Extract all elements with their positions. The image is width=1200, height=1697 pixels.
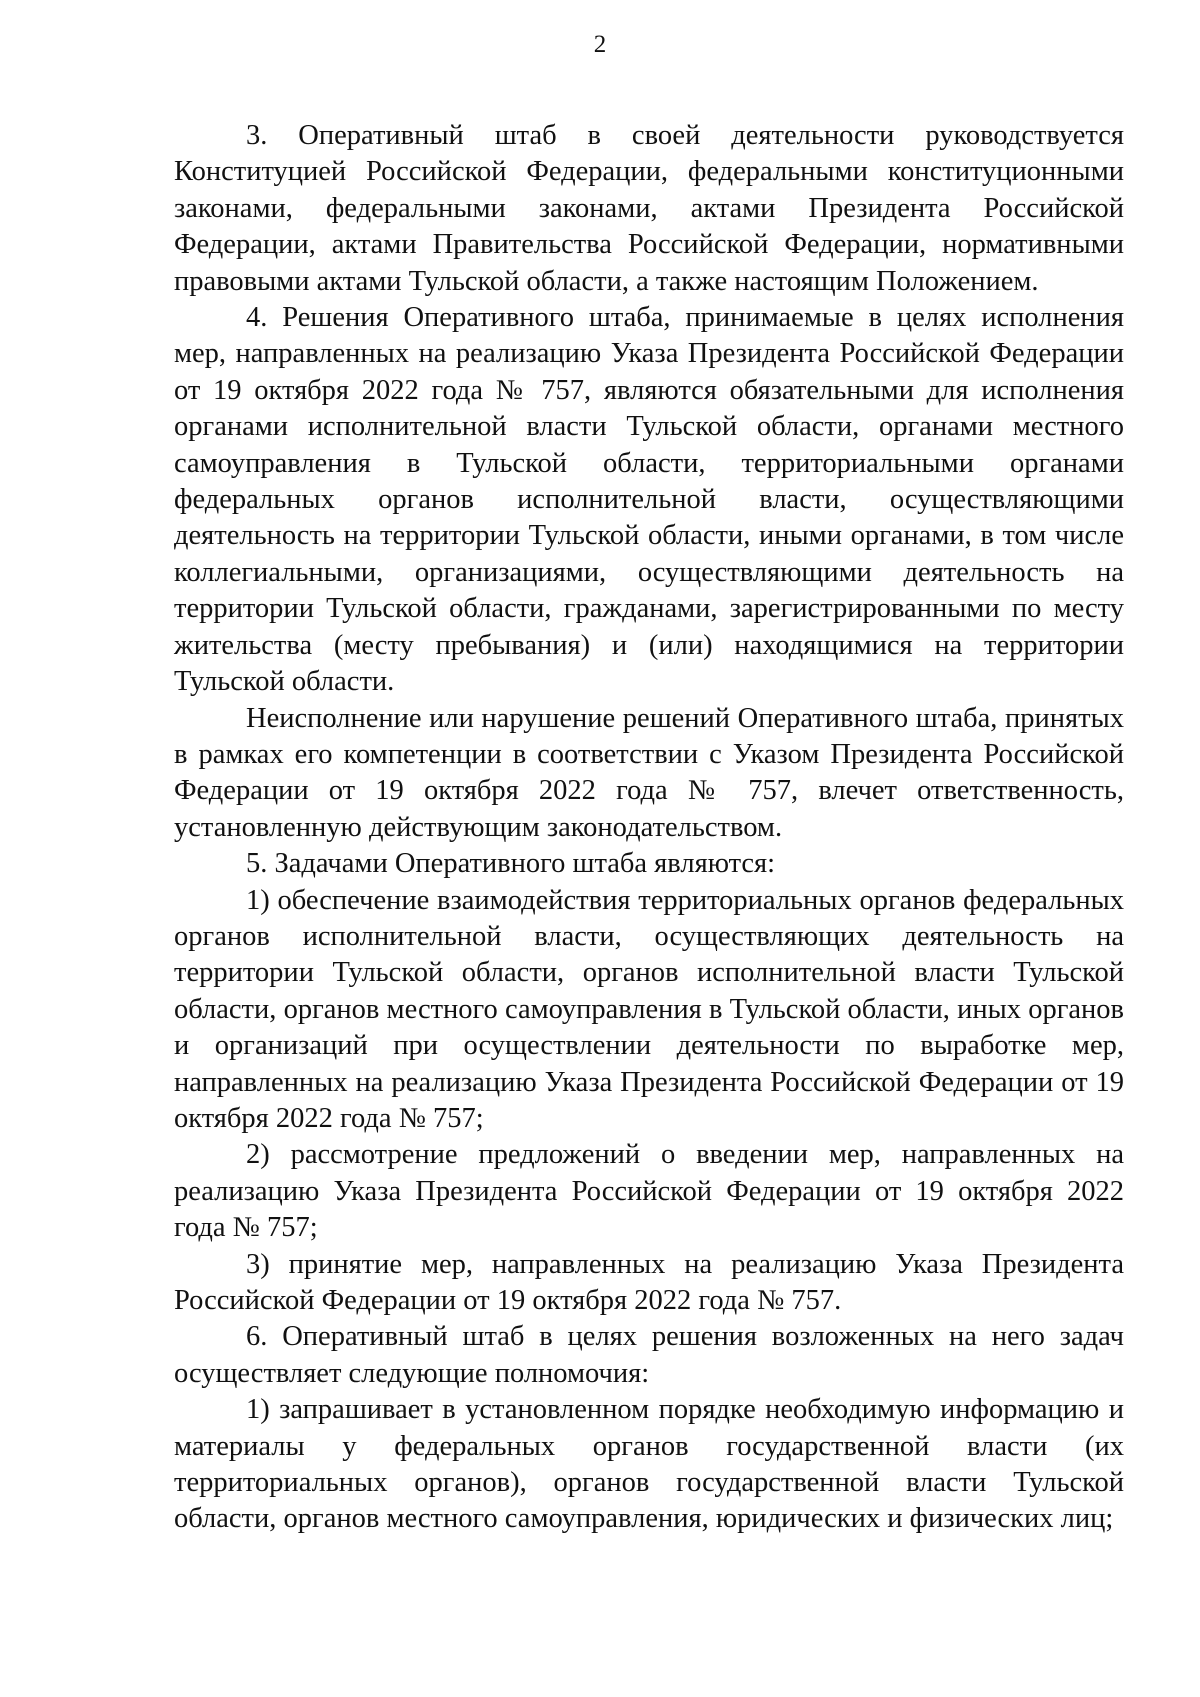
paragraph-5-task-1: 1) обеспечение взаимодействия территориальных органов федеральных органов исполнительной власти, осуществляющих деятельность на территории Тульской области, органов исполнительной власти Тульской области, органов местного самоуправления в Тульской области, иных органов и организаций при осуществлении деятельности по выработке мер, направленных на реализацию Указа Президента Российской Федерации от 19 октября 2022 года № 757; — [174, 884, 1124, 1134]
paragraph-5-task-2: 2) рассмотрение предложений о введении мер, направленных на реализацию Указа Президента Российской Федерации от 19 октября 2022 года № 757; — [174, 1139, 1124, 1244]
paragraph-6-power-1: 1) запрашивает в установленном порядке необходимую информацию и материалы у федеральных органов государственной власти (их территориальных органов), органов государственной власти Тульской области, органов местного самоуправления, юридических и физических лиц; — [174, 1394, 1124, 1535]
paragraph-5-task-3: 3) принятие мер, направленных на реализацию Указа Президента Российской Федерации от 19 октября 2022 года № 757. — [174, 1248, 1124, 1316]
document-body — [174, 118, 1124, 1538]
paragraph-3-legal-basis: 3. Оперативный штаб в своей деятельности руководствуется Конституцией Российской Федерации, федеральными конституционными законами, федеральными законами, актами Президента Российской Федерации, актами Правительства Российской Федерации, нормативными правовыми актами Тульской области, а также настоящим Положением. — [174, 120, 1124, 297]
paragraph-5-tasks-heading: 5. Задачами Оперативного штаба являются: — [246, 848, 776, 880]
paragraph-4-liability: Неисполнение или нарушение решений Оперативного штаба, принятых в рамках его компетенции в соответствии с Указом Президента Российской Федерации от 19 октября 2022 года № 757, влечет ответственность, установленную действующим законодательством. — [174, 702, 1124, 843]
page-number: 2 — [593, 31, 607, 58]
paragraph-6-powers-heading: 6. Оперативный штаб в целях решения возложенных на него задач осуществляет следующие полномочия: — [174, 1321, 1124, 1389]
paragraph-4-decisions: 4. Решения Оперативного штаба, принимаемые в целях исполнения мер, направленных на реализацию Указа Президента Российской Федерации от 19 октября 2022 года № 757, являются обязательными для исполнения органами исполнительной власти Тульской области, органами местного самоуправления в Тульской области, территориальными органами федеральных органов исполнительной власти, осуществляющими деятельность на территории Тульской области, иными органами, в том числе коллегиальными, организациями, осуществляющими деятельность на территории Тульской области, гражданами, зарегистрированными по месту жительства (месту пребывания) и (или) находящимися на территории Тульской области. — [174, 302, 1124, 698]
